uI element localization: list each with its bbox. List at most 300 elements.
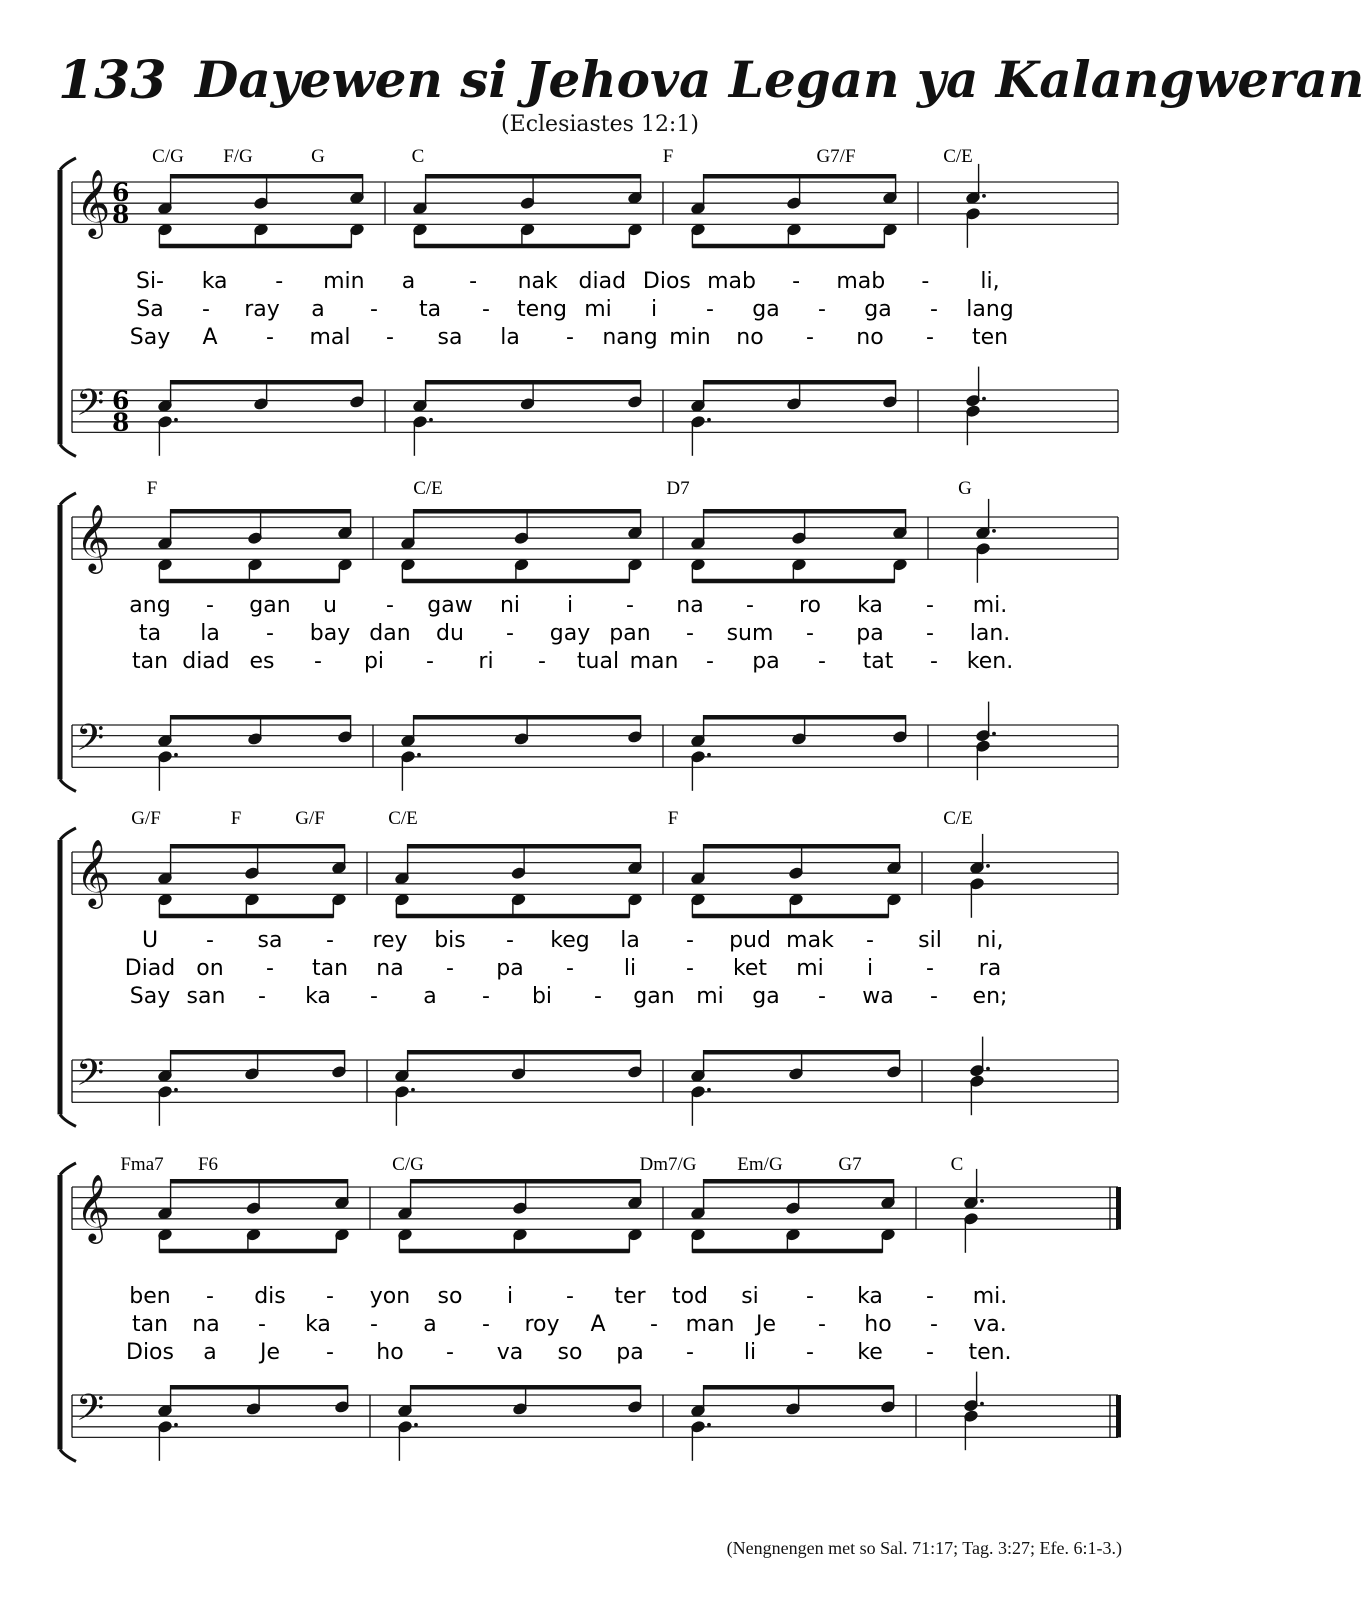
chord-symbol: C/G [152, 146, 184, 167]
lyric-syllable: ter [614, 1284, 646, 1309]
lyric-syllable: ta [138, 621, 162, 646]
bracket-top-curl [60, 828, 76, 840]
lyric-syllable: Si- [135, 269, 165, 294]
bass-clef: 𝄢 [76, 1052, 105, 1103]
lyric-syllable: - [370, 984, 378, 1009]
lyric-syllable: Sa [136, 297, 164, 322]
lyric-syllable: - [706, 297, 714, 322]
treble-clef: 𝄞 [76, 838, 111, 906]
lyric-syllable: ni, [976, 928, 1004, 953]
lyric-syllable: en; [972, 984, 1008, 1009]
lyric-syllable: sum [726, 621, 774, 646]
lyric-syllable: - [566, 956, 574, 981]
lyric-syllable: pan [609, 621, 651, 646]
beam [704, 1050, 900, 1055]
time-signature-top: 6 [112, 178, 130, 207]
augmentation-dot [982, 194, 986, 198]
augmentation-dot [414, 1423, 418, 1427]
lyric-syllable: ka [201, 269, 228, 294]
lyric-syllable: mab [836, 269, 886, 294]
lyric-syllable: gan [249, 593, 291, 618]
beam [704, 380, 896, 385]
lyric-syllable: - [206, 593, 214, 618]
lyric-syllable: i [506, 1284, 514, 1309]
beam [171, 1179, 348, 1184]
beam [402, 579, 629, 584]
bracket-top-curl [60, 1163, 76, 1175]
lyric-syllable: Je [755, 1312, 777, 1337]
beam [704, 1179, 894, 1184]
lyric-syllable: li [743, 1340, 757, 1365]
hymn-title: Dayewen si Jehova Legan ya Kalangweran [195, 50, 1364, 109]
lyric-syllable: pud [729, 928, 771, 953]
lyric-syllable: keg [550, 928, 590, 953]
beam [408, 844, 641, 849]
lyric-syllable: ra [978, 956, 1002, 981]
beam [159, 914, 333, 919]
beam [704, 844, 900, 849]
lyric-syllable: ang [129, 593, 171, 618]
beam [411, 1385, 641, 1390]
bass-staff [72, 390, 1118, 432]
lyric-syllable: sa [437, 325, 463, 350]
lyric-syllable: - [926, 621, 934, 646]
beam [704, 715, 906, 720]
lyric-syllable: ga [752, 297, 780, 322]
lyric-syllable: - [266, 956, 274, 981]
lyric-syllable: - [326, 928, 334, 953]
footer-references: (Nengnengen met so Sal. 71:17; Tag. 3:27; Efe. 6:1-3.) [726, 1538, 1122, 1558]
lyric-syllable: - [930, 649, 938, 674]
lyric-syllable: na [376, 956, 404, 981]
lyric-syllable: tat [862, 649, 894, 674]
lyric-syllable: - [921, 269, 930, 294]
lyric-syllable: - [538, 649, 546, 674]
lyric-syllable: - [506, 621, 514, 646]
lyric-syllable: - [258, 1312, 266, 1337]
lyric-syllable: - [566, 325, 574, 350]
lyric-syllable: - [926, 593, 934, 618]
lyric-syllable: - [926, 1340, 934, 1365]
scripture-reference: (Eclesiastes 12:1) [501, 112, 699, 137]
lyric-syllable: A [202, 325, 218, 350]
lyric-syllable: - [930, 1312, 938, 1337]
lyric-syllable: nang [602, 325, 658, 350]
lyric-syllable: - [469, 269, 478, 294]
chord-symbol: Dm7/G [639, 1154, 697, 1175]
beam [692, 1249, 882, 1254]
time-signature-top: 6 [112, 386, 130, 415]
beam [704, 509, 906, 514]
lyric-syllable: - [326, 1284, 334, 1309]
lyric-syllable: lang [966, 297, 1014, 322]
lyric-syllable: - [566, 1284, 574, 1309]
final-barline [1116, 1187, 1121, 1229]
lyric-syllable: ga [864, 297, 892, 322]
lyric-syllable: - [818, 1312, 826, 1337]
bass-staff [72, 1060, 1118, 1102]
augmentation-dot [707, 753, 711, 757]
lyric-syllable: pa [752, 649, 780, 674]
lyric-syllable: na [676, 593, 704, 618]
beam [692, 579, 894, 584]
lyric-syllable: - [206, 1284, 214, 1309]
lyric-syllable: U [141, 928, 159, 953]
treble-clef: 𝄞 [76, 503, 111, 571]
augmentation-dot [417, 753, 421, 757]
chord-symbol: F [662, 146, 674, 167]
lyric-syllable: ken. [966, 649, 1014, 674]
beam [396, 914, 629, 919]
system-1 [60, 146, 1118, 456]
lyric-syllable: - [626, 593, 634, 618]
lyric-syllable: i [566, 593, 574, 618]
lyric-syllable: ho [864, 1312, 892, 1337]
lyric-syllable: bis [434, 928, 466, 953]
lyric-syllable: ket [732, 956, 768, 981]
lyric-syllable: - [650, 1312, 658, 1337]
lyric-syllable: pi [363, 649, 385, 674]
chord-symbol: F [230, 808, 242, 829]
lyric-syllable: diad [578, 269, 627, 294]
lyric-syllable: mi. [972, 593, 1008, 618]
lyric-syllable: pa [496, 956, 524, 981]
chord-symbol: G7 [838, 1154, 862, 1175]
lyric-syllable: - [386, 325, 394, 350]
system-2 [60, 478, 1118, 791]
augmentation-dot [992, 732, 996, 736]
lyric-syllable: - [792, 269, 801, 294]
lyric-syllable: a [423, 984, 437, 1009]
lyric-syllable: mi. [972, 1284, 1008, 1309]
lyric-syllable: mi [796, 956, 824, 981]
lyric-syllable: dan [369, 621, 411, 646]
lyric-syllable: na [192, 1312, 220, 1337]
lyric-syllable: tan [131, 649, 169, 674]
lyric-syllable: mi [696, 984, 724, 1009]
lyric-syllable: - [482, 984, 490, 1009]
lyric-syllable: so [557, 1340, 583, 1365]
lyric-syllable: tual [576, 649, 620, 674]
lyric-syllable: - [266, 621, 274, 646]
lyric-syllable: tan [131, 1312, 169, 1337]
lyric-syllable: - [930, 984, 938, 1009]
lyric-syllable: - [506, 928, 514, 953]
lyric-syllable: - [686, 1340, 694, 1365]
beam [171, 174, 363, 179]
lyric-syllable: la [620, 928, 640, 953]
lyric-syllable: nak [517, 269, 558, 294]
lyric-syllable: u [323, 593, 337, 618]
lyric-syllable: ka [857, 593, 883, 618]
hymn-number: 133 [58, 50, 167, 111]
lyric-syllable: tan [311, 956, 349, 981]
final-barline [1116, 1395, 1121, 1437]
lyric-syllable: va. [973, 1312, 1007, 1337]
lyric-syllable: gay [549, 621, 591, 646]
treble-staff [72, 517, 1118, 559]
lyric-syllable: la [500, 325, 520, 350]
beam [171, 844, 345, 849]
beam [159, 1249, 336, 1254]
augmentation-dot [174, 753, 178, 757]
lyric-syllable: man [685, 1312, 735, 1337]
lyric-syllable: - [482, 297, 490, 322]
lyric-syllable: no [856, 325, 884, 350]
lyric-syllable: min [323, 269, 365, 294]
lyric-syllable: gan [633, 984, 675, 1009]
bracket-bottom-curl [60, 1114, 76, 1126]
lyric-syllable: - [806, 325, 814, 350]
beam [414, 509, 641, 514]
chord-symbol: F/G [223, 146, 253, 167]
lyric-syllable: a [423, 1312, 437, 1337]
lyric-syllable: Say [129, 325, 171, 350]
chord-symbol: C [411, 146, 425, 167]
chord-symbol: C/E [943, 808, 973, 829]
lyric-syllable: - [746, 593, 754, 618]
lyric-syllable: bi [531, 984, 553, 1009]
augmentation-dot [411, 1088, 415, 1092]
lyric-syllable: ga [752, 984, 780, 1009]
chord-symbol: Fma7 [120, 1154, 164, 1175]
lyric-syllable: A [590, 1312, 606, 1337]
lyric-syllable: ten. [968, 1340, 1012, 1365]
augmentation-dot [986, 864, 990, 868]
lyric-syllable: ka [305, 1312, 331, 1337]
lyric-syllable: ten [971, 325, 1009, 350]
bass-staff [72, 725, 1118, 767]
lyric-syllable: es [249, 649, 275, 674]
beam [171, 715, 351, 720]
beam [171, 380, 363, 385]
beam [426, 174, 641, 179]
augmentation-dot [707, 1423, 711, 1427]
lyric-syllable: ka [305, 984, 331, 1009]
augmentation-dot [982, 397, 986, 401]
treble-clef: 𝄞 [76, 1173, 111, 1241]
lyric-syllable: - [482, 1312, 490, 1337]
lyric-syllable: dis [254, 1284, 286, 1309]
beam [159, 579, 339, 584]
lyric-syllable: a [203, 1340, 217, 1365]
augmentation-dot [174, 418, 178, 422]
lyric-syllable: a [401, 269, 416, 294]
lyric-syllable: - [930, 297, 938, 322]
augmentation-dot [707, 1088, 711, 1092]
lyric-syllable: Dios [642, 269, 691, 294]
lyric-syllable: - [818, 649, 826, 674]
lyric-syllable: ke [857, 1340, 883, 1365]
augmentation-dot [992, 529, 996, 533]
lyric-syllable: - [926, 325, 934, 350]
lyric-syllable: mak [786, 928, 834, 953]
lyric-syllable: - [806, 1284, 814, 1309]
lyric-syllable: - [202, 297, 210, 322]
lyric-syllable: ni [499, 593, 521, 618]
bracket-bottom-curl [60, 1449, 76, 1461]
lyric-syllable: diad [182, 649, 230, 674]
lyric-syllable: ka [857, 1284, 883, 1309]
lyric-syllable: ho [376, 1340, 404, 1365]
beam [159, 244, 351, 249]
bracket-bottom-curl [60, 779, 76, 791]
lyric-syllable: - [818, 984, 826, 1009]
lyric-syllable: - [686, 621, 694, 646]
beam [408, 1050, 641, 1055]
beam [171, 509, 351, 514]
lyric-syllable: rey [372, 928, 408, 953]
lyric-syllable: li, [980, 269, 1000, 294]
lyric-syllable: - [594, 984, 602, 1009]
lyric-syllable: wa [862, 984, 894, 1009]
lyric-syllable: - [926, 956, 934, 981]
lyric-syllable: - [806, 621, 814, 646]
treble-staff [72, 852, 1118, 894]
lyric-syllable: so [437, 1284, 463, 1309]
lyric-syllable: - [446, 1340, 454, 1365]
chord-symbol: D7 [666, 478, 690, 499]
lyric-syllable: mi [584, 297, 612, 322]
lyric-syllable: - [686, 956, 694, 981]
lyric-syllable: - [370, 1312, 378, 1337]
augmentation-dot [707, 418, 711, 422]
lyric-syllable: teng [516, 297, 568, 322]
lyric-syllable: du [436, 621, 464, 646]
augmentation-dot [986, 1067, 990, 1071]
lyric-syllable: i [650, 297, 658, 322]
beam [411, 1179, 641, 1184]
beam [704, 174, 896, 179]
chord-symbol: G [958, 478, 972, 499]
beam [692, 244, 884, 249]
beam [171, 1385, 348, 1390]
lyric-syllable: - [686, 928, 694, 953]
chord-symbol: C [950, 1154, 964, 1175]
chord-symbol: G/F [295, 808, 325, 829]
bracket-top-curl [60, 493, 76, 505]
lyric-syllable: mab [707, 269, 756, 294]
lyric-syllable: - [314, 649, 322, 674]
lyric-syllable: Dios [126, 1340, 174, 1365]
time-signature-bottom: 8 [112, 408, 130, 437]
chord-symbol: G [311, 146, 325, 167]
lyric-syllable: - [806, 1340, 814, 1365]
system-3 [60, 808, 1118, 1126]
lyric-syllable: ta [418, 297, 442, 322]
chord-symbol: F6 [197, 1154, 219, 1175]
chord-symbol: Em/G [737, 1154, 783, 1175]
beam [426, 380, 641, 385]
beam [692, 914, 888, 919]
lyric-syllable: - [818, 297, 826, 322]
lyric-syllable: - [446, 956, 454, 981]
lyric-syllable: on [196, 956, 224, 981]
lyric-syllable: pa [856, 621, 884, 646]
lyric-syllable: va [496, 1340, 524, 1365]
lyric-syllable: - [275, 269, 284, 294]
bass-clef: 𝄢 [76, 1387, 105, 1438]
chord-symbol: C/E [413, 478, 443, 499]
beam [171, 1050, 345, 1055]
chord-symbol: G/F [131, 808, 161, 829]
lyric-syllable: - [326, 1340, 334, 1365]
lyric-syllable: bay [309, 621, 351, 646]
lyric-syllable: - [266, 325, 274, 350]
lyric-syllable: roy [524, 1312, 560, 1337]
lyric-syllable: sa [257, 928, 283, 953]
chord-symbol: G7/F [816, 146, 856, 167]
augmentation-dot [174, 1423, 178, 1427]
chord-symbol: C/E [388, 808, 418, 829]
lyric-syllable: gaw [427, 593, 473, 618]
lyric-syllable: san [186, 984, 226, 1009]
lyric-syllable: lan. [969, 621, 1011, 646]
lyric-syllable: ri [478, 649, 494, 674]
augmentation-dot [429, 418, 433, 422]
treble-clef: 𝄞 [76, 168, 111, 236]
lyric-syllable: pa [616, 1340, 644, 1365]
lyric-syllable: ro [798, 593, 822, 618]
lyric-syllable: man [629, 649, 679, 674]
chord-symbol: F [667, 808, 679, 829]
lyric-syllable: yon [369, 1284, 411, 1309]
lyric-syllable: li [623, 956, 637, 981]
treble-staff [72, 182, 1118, 224]
lyric-syllable: - [258, 984, 266, 1009]
time-signature-bottom: 8 [112, 200, 130, 229]
lyric-syllable: - [386, 593, 394, 618]
lyric-syllable: mal [309, 325, 351, 350]
lyric-syllable: sil [918, 928, 942, 953]
lyric-syllable: ben [129, 1284, 171, 1309]
bass-staff [72, 1395, 1118, 1437]
lyric-syllable: Je [259, 1340, 281, 1365]
lyric-syllable: - [926, 1284, 934, 1309]
beam [704, 1385, 894, 1390]
lyric-syllable: Diad [124, 956, 176, 981]
bass-clef: 𝄢 [76, 382, 105, 433]
bracket-top-curl [60, 158, 76, 170]
lyric-syllable: tod [671, 1284, 709, 1309]
lyric-syllable: no [736, 325, 764, 350]
treble-staff [72, 1187, 1118, 1229]
lyric-syllable: - [370, 297, 378, 322]
system-4 [60, 1154, 1121, 1461]
augmentation-dot [980, 1199, 984, 1203]
lyric-syllable: - [706, 649, 714, 674]
lyric-syllable: - [866, 928, 874, 953]
chord-symbol: C/E [943, 146, 973, 167]
bracket-bottom-curl [60, 444, 76, 456]
lyric-syllable: min [669, 325, 711, 350]
augmentation-dot [174, 1088, 178, 1092]
chord-symbol: F [146, 478, 158, 499]
chord-symbol: C/G [392, 1154, 424, 1175]
lyric-syllable: si [741, 1284, 759, 1309]
beam [414, 244, 629, 249]
lyric-syllable: ray [244, 297, 280, 322]
beam [399, 1249, 629, 1254]
lyric-syllable: i [866, 956, 874, 981]
lyric-syllable: a [311, 297, 325, 322]
augmentation-dot [980, 1402, 984, 1406]
lyric-syllable: - [206, 928, 214, 953]
beam [414, 715, 641, 720]
bass-clef: 𝄢 [76, 717, 105, 768]
lyric-syllable: - [426, 649, 434, 674]
lyric-syllable: la [200, 621, 220, 646]
